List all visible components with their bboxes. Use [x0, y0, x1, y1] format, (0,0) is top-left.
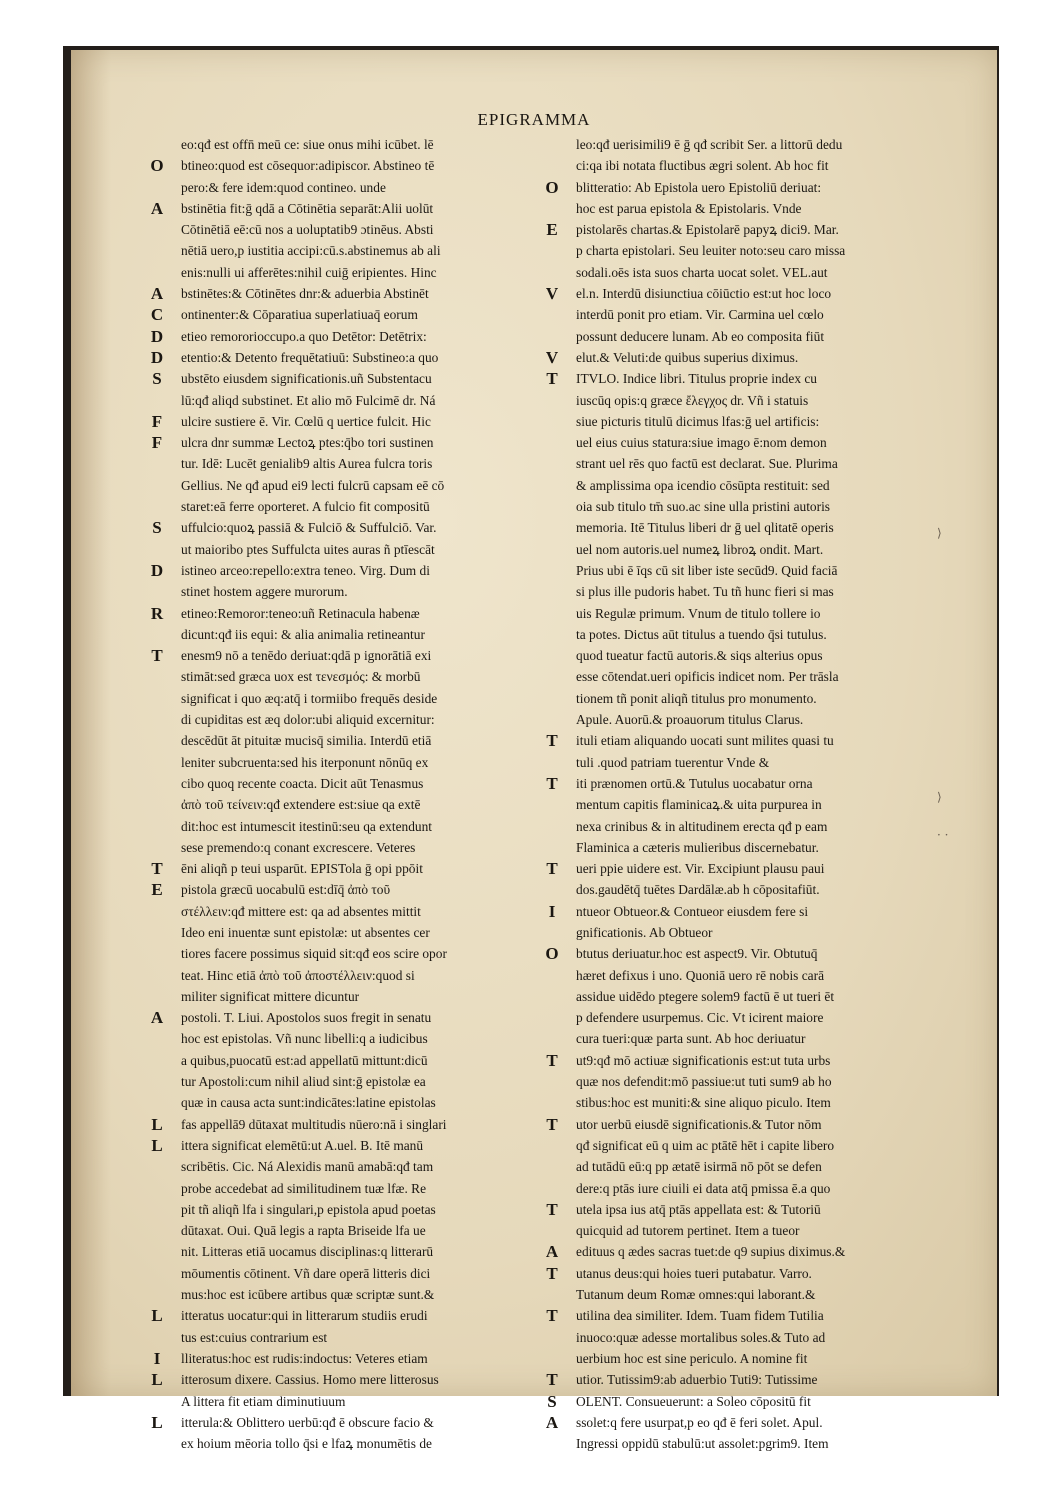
initial-letter: T [546, 1199, 558, 1219]
text-line [181, 1263, 571, 1284]
text-line [576, 688, 966, 709]
text-line [576, 134, 966, 155]
initial-letter: S [547, 1391, 557, 1411]
initial-letter: D [150, 326, 164, 346]
line-text: interdū ponit pro etiam. Vir. Carmina uel cœlo [576, 307, 824, 323]
text-line [181, 134, 571, 155]
text-line [181, 453, 571, 474]
line-text: uffulcio:quoꝝ passiā & Fulciō & Suffulciō. Var. [181, 520, 437, 536]
text-line [546, 1114, 966, 1135]
text-line [576, 922, 966, 943]
line-text: btineo:quod est cōsequor:adipiscor. Abstineo tē [181, 158, 435, 174]
line-text: significat i quo æq:atq̄ i tormiibo frequēs deside [181, 690, 438, 706]
line-text: siue picturis titulū dicimus lfas:ḡ uel artificis: [576, 413, 820, 429]
line-text: leo:qđ uerisimili9 ē ḡ qđ scribit Ser. a littorū dedu [576, 137, 843, 152]
line-text: dere:q ptās iure ciuili ei data atq̄ pmissa ē.a quo [576, 1180, 831, 1196]
line-text: cura tueri:quæ parta sunt. Ab hoc deriuatur [576, 1031, 806, 1047]
text-line [181, 943, 571, 964]
margin-mark: · · [937, 828, 949, 842]
initial-letter: T [546, 1050, 558, 1070]
line-text: leniter subcruenta:sed his iterponunt nōnūq ex [181, 754, 429, 770]
line-text: dit:hoc est intumescit itestinū:seu ɋa extendunt [181, 818, 433, 834]
line-text: ex hoium mēoria tollo q̄si e lfaꝝ monumētis de [181, 1436, 432, 1452]
text-line [151, 432, 571, 453]
text-line [181, 1327, 571, 1348]
text-line [576, 603, 966, 624]
line-text: ἀπὸ τοῦ τείνειν:qđ extendere est:siue ɋa extē [181, 797, 421, 813]
line-text: tiores facere possimus siquid sit:qđ eos scire opor [181, 946, 447, 962]
text-line [576, 1092, 966, 1113]
initial-letter: L [151, 1412, 163, 1432]
line-text: tus est:cuius contrarium est [181, 1329, 328, 1345]
text-line [181, 177, 571, 198]
text-line [150, 347, 571, 368]
initial-letter: L [151, 1370, 163, 1390]
line-text: ta potes. Dictus aūt titulus a tuendo q̄si tutulus. [576, 626, 827, 642]
line-text: lliteratus:hoc est rudis:indoctus: Veteres etiam [181, 1350, 428, 1366]
line-text: quicquid ad tutorem pertinet. Item a tueor [576, 1223, 800, 1239]
text-line [150, 283, 571, 304]
line-text: scribētis. Cic. Ná Alexidis manū amabā:qđ tam [181, 1159, 434, 1175]
line-text: possunt deducere lunam. Ab eo composita fiūt [576, 328, 825, 344]
line-text: Ingressi oppidū stabulū:ut assolet:pgrim9. Item [576, 1436, 829, 1452]
text-line [576, 624, 966, 645]
text-line [181, 1284, 571, 1305]
line-text: quæ in causa acta sunt:indicātes:latine epistolas [181, 1095, 436, 1111]
text-line [181, 1028, 571, 1049]
text-line [181, 581, 571, 602]
text-line [151, 1135, 571, 1156]
text-line [576, 432, 966, 453]
line-text: mentum capitis flaminicaꝝ.& uita purpurea in [576, 797, 822, 813]
text-line [181, 773, 571, 794]
line-text: Prius ubi ē īqs cū sit liber iste secūd9. Quid faciā [576, 562, 838, 578]
line-text: lū:qđ aliqd substinet. Et alio mō Fulcimē dr. Ná [181, 392, 436, 408]
line-text: hæret defixus i uno. Quoniā uero rē nobis carā [576, 967, 825, 983]
text-line [151, 879, 571, 900]
text-line [181, 475, 571, 496]
text-line [576, 1028, 966, 1049]
line-text: sodali.oēs ista suos charta uocat solet. VEL.aut [576, 264, 828, 280]
initial-letter: O [545, 177, 559, 197]
line-text: utanus deus:qui hoies tueri putabatur. Varro. [576, 1265, 812, 1281]
text-line [576, 539, 966, 560]
text-line [576, 965, 966, 986]
line-text: ēni aliqñ p teui usparūt. EPISTola ḡ opi ppōit [181, 861, 423, 877]
text-line [150, 326, 571, 347]
text-line [181, 219, 571, 240]
text-line [576, 198, 966, 219]
text-line [181, 496, 571, 517]
line-text: ntueor Obtueor.& Contueor eiusdem fere si [576, 903, 809, 919]
line-text: uel eius cuius statura:siue imago ē:nom demon [576, 435, 827, 451]
initial-letter: E [151, 880, 163, 900]
text-line [151, 1114, 571, 1135]
initial-letter: A [150, 284, 164, 304]
line-text: strant uel rēs quo factū est declarat. Sue. Plurima [576, 456, 838, 472]
text-line [546, 730, 966, 751]
right-text-column [545, 134, 966, 1454]
line-text: hoc est parua epistola & Epistolaris. Vnde [576, 200, 802, 216]
initial-letter: T [546, 859, 558, 879]
line-text: oia sub titulo tm̄ suo.ac sine ulla pristini autoris [576, 499, 831, 515]
line-text: stibus:hoc est muniti:& sine aliquo piculo. Item [576, 1095, 831, 1111]
line-text: stimāt:sed græca uox est τενεσμός: & morbū [181, 669, 421, 685]
text-line [181, 794, 571, 815]
initial-letter: D [150, 347, 164, 367]
line-text: probe accedebat ad similitudinem tuæ lfæ. Re [181, 1180, 427, 1196]
text-line [152, 368, 571, 389]
text-line [151, 645, 571, 666]
line-text: p defendere usurpemus. Cic. Vt icirent maiore [576, 1010, 824, 1026]
line-text: uis Regulæ primum. Vnum de titulo tollere io [576, 605, 821, 621]
line-text: utor uerbū eiusdē significationis.& Tutor nōm [576, 1116, 822, 1132]
initial-letter: T [546, 1263, 558, 1283]
line-text: A littera fit etiam diminutiuum [181, 1393, 346, 1409]
text-line [181, 965, 571, 986]
line-text: nit. Litteras etiā uocamus disciplinas:q litterarū [181, 1244, 434, 1260]
text-line [545, 347, 966, 368]
line-text: gnificationis. Ab Obtueor [576, 924, 713, 940]
line-text: ITVLO. Indice libri. Titulus proprie index cu [576, 371, 817, 387]
initial-letter: T [546, 773, 558, 793]
text-line [150, 155, 571, 176]
text-line [181, 1092, 571, 1113]
line-text: pistolarēs chartas.& Epistolarē papyꝝ dici9. Mar. [576, 222, 839, 238]
text-line [181, 1156, 571, 1177]
text-line [545, 1412, 966, 1433]
left-text-column [150, 134, 571, 1454]
text-line [576, 709, 966, 730]
line-text: dos.gaudētq̄ tuētes Dardālæ.ab h cōpositafiūt. [576, 882, 820, 898]
initial-letter: T [151, 859, 163, 879]
text-line [151, 1412, 571, 1433]
line-text: postoli. T. Liui. Apostolos suos fregit in senatu [181, 1010, 432, 1026]
initial-letter: S [152, 518, 162, 538]
text-line [546, 1263, 966, 1284]
line-text: Tutanum deum Romæ omnes:qui laborant.& [576, 1287, 816, 1303]
line-text: istineo arceo:repello:extra teneo. Virg. Dum di [181, 562, 430, 578]
text-line [546, 1305, 966, 1326]
line-text: utior. Tutissim9:ab aduerbio Tuti9: Tutissime [576, 1372, 818, 1388]
text-line [576, 475, 966, 496]
text-line [576, 390, 966, 411]
initial-letter: S [152, 369, 162, 389]
text-line [181, 730, 571, 751]
line-text: btutus deriuatur.hoc est aspect9. Vir. Obtutuq̄ [576, 946, 818, 962]
initial-letter: T [546, 731, 558, 751]
text-line [181, 390, 571, 411]
line-text: elut.& Veluti:de quibus superius diximus. [576, 349, 799, 365]
line-text: nētiā uero,p iustitia accipi:cū.s.abstinemus ab ali [181, 243, 441, 259]
text-line [576, 645, 966, 666]
text-line [181, 709, 571, 730]
text-line [576, 837, 966, 858]
initial-letter: A [150, 1008, 164, 1028]
initial-letter: C [150, 305, 164, 325]
line-text: pistola græcū uocabulū est:dīq̄ ἀπὸ τοῦ [181, 882, 391, 898]
line-text: ueri ppie uidere est. Vir. Excipiunt plausu paui [576, 861, 825, 877]
text-line [576, 453, 966, 474]
text-line [546, 1369, 966, 1390]
initial-letter: T [546, 369, 558, 389]
line-text: dūtaxat. Oui. Quā legis a rapta Briseide lfa ue [181, 1223, 426, 1239]
initial-letter: R [150, 603, 164, 623]
line-text: ad tutādū eū:q pp ætatē isirmā nō pōt se defen [576, 1159, 822, 1175]
line-text: cibo quoq recente coacta. Dicit aūt Tenasmus [181, 775, 424, 791]
text-line [546, 368, 966, 389]
line-text: mus:hoc est icūbere artibus quæ scriptæ sunt.& [181, 1287, 435, 1303]
line-text: utela ipsa ius atq̄ ptās appellata est: & Tutoriū [576, 1201, 821, 1217]
text-line [576, 262, 966, 283]
text-line [576, 1007, 966, 1028]
text-line [576, 1348, 966, 1369]
text-line [150, 304, 571, 325]
text-line [545, 177, 966, 198]
scanned-page-frame [63, 46, 999, 1452]
text-line [150, 560, 571, 581]
line-text: enesm9 nō a tenēdo deriuat:qdā p ignorātiā exi [181, 648, 432, 664]
text-line [576, 326, 966, 347]
line-text: Apule. Auorū.& proauorum titulus Clarus. [576, 712, 804, 728]
text-line [576, 581, 966, 602]
line-text: ulcire sustiere ē. Vir. Cœlū q uertice fulcit. Hic [181, 413, 431, 429]
text-line [181, 816, 571, 837]
text-line [545, 1241, 966, 1262]
text-line [576, 666, 966, 687]
text-line [576, 794, 966, 815]
initial-letter: L [151, 1135, 163, 1155]
line-text: assidue uidēdo ptegere solem9 factū ē ut tueri ēt [576, 988, 835, 1004]
text-line [545, 283, 966, 304]
line-text: Gellius. Ne qđ apud ei9 lecti fulcrū capsam eē cō [181, 477, 445, 493]
text-line [152, 517, 571, 538]
line-text: sese premendo:q conant excrescere. Veteres [181, 839, 416, 855]
line-text: tur Apostoli:cum nihil aliud sint:ḡ epistolæ ea [181, 1074, 426, 1090]
line-text: edituus q ædes sacras tuet:de q9 supius diximus.& [576, 1244, 846, 1260]
line-text: ontinenter:& Cōparatiua superlatiuaq̄ eorum [181, 307, 418, 323]
line-text: itterula:& Oblittero uerbū:qđ ē obscure facio & [181, 1414, 434, 1430]
line-text: uerbium hoc est sine periculo. A nomine fit [576, 1350, 808, 1366]
line-text: iuscūq opis:q græce ἔλεγχος dr. Vñ i statuis [576, 392, 809, 408]
text-line [181, 1199, 571, 1220]
line-text: ci:qa ibi notata fluctibus ægri solent. Ab hoc fit [576, 158, 829, 174]
text-line [576, 155, 966, 176]
text-line [150, 198, 571, 219]
line-text: eo:qđ est offn̄ meū ce: siue onus mihi icūbet. lē [181, 137, 434, 152]
text-line [181, 688, 571, 709]
line-text: mōumentis cōtinent. Vñ dare operā litteris dici [181, 1265, 431, 1281]
line-text: teat. Hinc etiā ἀπὸ τοῦ ἀποστέλλειν:quod si [181, 967, 415, 983]
initial-letter: D [150, 560, 164, 580]
text-line [546, 1050, 966, 1071]
text-line [181, 837, 571, 858]
text-line [151, 1369, 571, 1390]
text-line [181, 1391, 571, 1412]
text-line [181, 262, 571, 283]
initial-letter: F [151, 411, 163, 431]
margin-mark: ⟩ [937, 526, 942, 540]
line-text: ulcra dnr summæ Lectoꝝ ptes:q̄bo tori sustinen [181, 435, 434, 451]
text-line [153, 1348, 571, 1369]
line-text: etieo remororioccupo.a quo Detētor: Detētrix: [181, 328, 427, 344]
initial-letter: O [545, 944, 559, 964]
line-text: etentio:& Detento frequētatiuū: Substineo:a quo [181, 349, 439, 365]
text-line [576, 752, 966, 773]
text-line [546, 773, 966, 794]
line-text: ittera significat elemētū:ut A.uel. B. Itē manū [181, 1137, 424, 1153]
line-text: utilina dea similiter. Idem. Tuam fidem Tutilia [576, 1308, 824, 1324]
line-text: ut maioribo ptes Suffulcta uites auras ñ ptīescāt [181, 541, 435, 557]
text-line [150, 603, 571, 624]
text-line [546, 1199, 966, 1220]
line-text: Ideo eni inuentæ sunt epistolæ: ut absentes cer [181, 924, 430, 940]
text-line [181, 240, 571, 261]
text-line [576, 816, 966, 837]
text-line [151, 1305, 571, 1326]
line-text: στέλλειν:qđ mittere est: qa ad absentes mittit [181, 903, 421, 919]
line-text: blitteratio: Ab Epistola uero Epistoliū deriuat: [576, 179, 822, 195]
line-text: tionem tñ ponit aliqñ titulus pro monumento. [576, 690, 817, 706]
initial-letter: T [546, 1306, 558, 1326]
text-line [181, 1241, 571, 1262]
line-text: quæ nos defendit:mō passiue:ut tuti sum9 ab ho [576, 1074, 832, 1090]
text-line [181, 752, 571, 773]
text-line [181, 922, 571, 943]
line-text: dicunt:qđ iis equi: & alia animalia retineantur [181, 626, 425, 642]
text-line [576, 304, 966, 325]
line-text: hoc est epistolas. Vñ nunc libelli:q a iudicibus [181, 1031, 428, 1047]
text-line [151, 411, 571, 432]
text-line [576, 1327, 966, 1348]
line-text: uel nom autoris.uel numeꝝ libroꝝ ondit. Mart. [576, 541, 824, 557]
text-line [576, 1220, 966, 1241]
text-line [576, 879, 966, 900]
initial-letter: A [545, 1242, 559, 1262]
line-text: Cōtinētiā eē:cū nos a uoluptatib9 ɔtinēus. Absti [181, 222, 434, 238]
line-text: militer significat mittere dicuntur [181, 988, 360, 1004]
line-text: memoria. Itē Titulus liberi dr ḡ uel qlitatē operis [576, 520, 834, 536]
line-text: a quibus,puocatū est:ad appellatū mittunt:dicū [181, 1052, 428, 1068]
line-text: & amplissima opa icendio cōsūpta restituit: sed [576, 477, 830, 493]
initial-letter: T [546, 1370, 558, 1390]
text-line [576, 1178, 966, 1199]
page-gutter-shadow [71, 50, 111, 1396]
text-line [181, 1433, 571, 1454]
line-text: enis:nulli ui afferētes:nihil cuiḡ eripientes. Hinc [181, 264, 437, 280]
text-line [546, 858, 966, 879]
text-line [181, 1178, 571, 1199]
initial-letter: T [546, 1114, 558, 1134]
initial-letter: O [150, 156, 164, 176]
text-line [181, 666, 571, 687]
initial-letter: A [545, 1412, 559, 1432]
text-line [181, 1220, 571, 1241]
line-text: itteratus uocatur:qui in litterarum studiis erudi [181, 1308, 428, 1324]
text-line [181, 986, 571, 1007]
line-text: p charta epistolari. Seu leuiter noto:seu caro missa [576, 243, 846, 259]
line-text: pero:& fere idem:quod contineo. unde [181, 179, 386, 195]
manuscript-page [71, 50, 997, 1452]
initial-letter: L [151, 1306, 163, 1326]
text-line [151, 858, 571, 879]
line-text: qđ significat eū q uim ac ptātē hēt i capite libero [576, 1137, 835, 1153]
text-line [150, 1007, 571, 1028]
line-text: iti prænomen ortū.& Tutulus uocabatur orna [576, 775, 813, 791]
initial-letter: I [548, 901, 556, 921]
line-text: fas appellā9 dūtaxat multitudis nūero:nā i singlari [181, 1116, 447, 1132]
line-text: el.n. Interdū disiunctiua cōiūctio est:ut hoc loco [576, 286, 832, 302]
margin-mark: ⟩ [937, 790, 942, 804]
line-text: bstinētia fit:ḡ qdā a Cōtinētia separāt:Alii uolūt [181, 200, 434, 216]
text-line [181, 539, 571, 560]
initial-letter: T [151, 646, 163, 666]
line-text: pit tñ aliqñ lfa i singulari,p epistola apud poetas [181, 1201, 436, 1217]
line-text: esse cōtendat.ueri opificis indicet nom. Per trāsla [576, 669, 839, 685]
text-line [181, 1050, 571, 1071]
text-line [576, 1284, 966, 1305]
text-line [181, 624, 571, 645]
line-text: nexa crinibus & in altitudinem erecta qđ p eam [576, 818, 828, 834]
line-text: tur. Idē: Lucēt genialib9 altis Aurea fulcra toris [181, 456, 433, 472]
running-header: EPIGRAMMA [477, 110, 591, 129]
line-text: descēdūt āt pituitæ mucisq̄ similia. Interdū etiā [181, 733, 432, 749]
text-line [576, 1433, 966, 1454]
line-text: di cupiditas est æq dolor:ubi aliquid excernitur: [181, 712, 435, 728]
text-line [181, 901, 571, 922]
line-text: Flaminica a cæteris mulieribus discernebatur. [576, 839, 819, 855]
text-line [181, 1071, 571, 1092]
line-text: tuli .quod patriam tuerentur Vnde & [576, 754, 770, 770]
text-line [576, 1156, 966, 1177]
line-text: etineo:Remoror:teneo:uñ Retinacula habenæ [181, 605, 420, 621]
text-line [576, 986, 966, 1007]
text-line [576, 560, 966, 581]
text-line [576, 411, 966, 432]
line-text: ubstēto eiusdem significationis.uñ Substentacu [181, 371, 432, 387]
initial-letter: L [151, 1114, 163, 1134]
initial-letter: E [546, 220, 558, 240]
line-text: ssolet:q fere usurpat,p eo qđ ē feri solet. Apul. [576, 1414, 823, 1430]
initial-letter: F [151, 433, 163, 453]
line-text: staret:eā ferre oporteret. A fulcio fit compositū [181, 499, 430, 515]
line-text: OLENT. Consueuerunt: a Soleo cōpositū fit [576, 1393, 811, 1409]
text-line [546, 219, 966, 240]
initial-letter: I [153, 1348, 161, 1368]
line-text: stinet hostem aggere murorum. [181, 584, 348, 600]
initial-letter: V [545, 284, 559, 304]
text-line [576, 240, 966, 261]
initial-letter: A [150, 198, 164, 218]
line-text: itterosum dixere. Cassius. Homo mere litterosus [181, 1372, 439, 1388]
text-line [576, 496, 966, 517]
initial-letter: V [545, 347, 559, 367]
line-text: ituli etiam aliquando uocati sunt milites quasi tu [576, 733, 834, 749]
text-line [576, 517, 966, 538]
line-text: inuoco:quæ adesse mortalibus soles.& Tuto ad [576, 1329, 826, 1345]
text-line [545, 943, 966, 964]
line-text: ut9:qđ mō actiuæ significationis est:ut tuta urbs [576, 1052, 831, 1068]
text-line [576, 1071, 966, 1092]
text-line [576, 1135, 966, 1156]
line-text: si plus ille pudoris habet. Tu tñ hunc fieri si mas [576, 584, 834, 600]
line-text: bstinētes:& Cōtinētes dnr:& aduerbia Abstinēt [181, 286, 429, 302]
line-text: quod tueatur factū autoris.& siqs alterius opus [576, 648, 823, 664]
text-line [547, 1391, 966, 1412]
text-line [548, 901, 966, 922]
